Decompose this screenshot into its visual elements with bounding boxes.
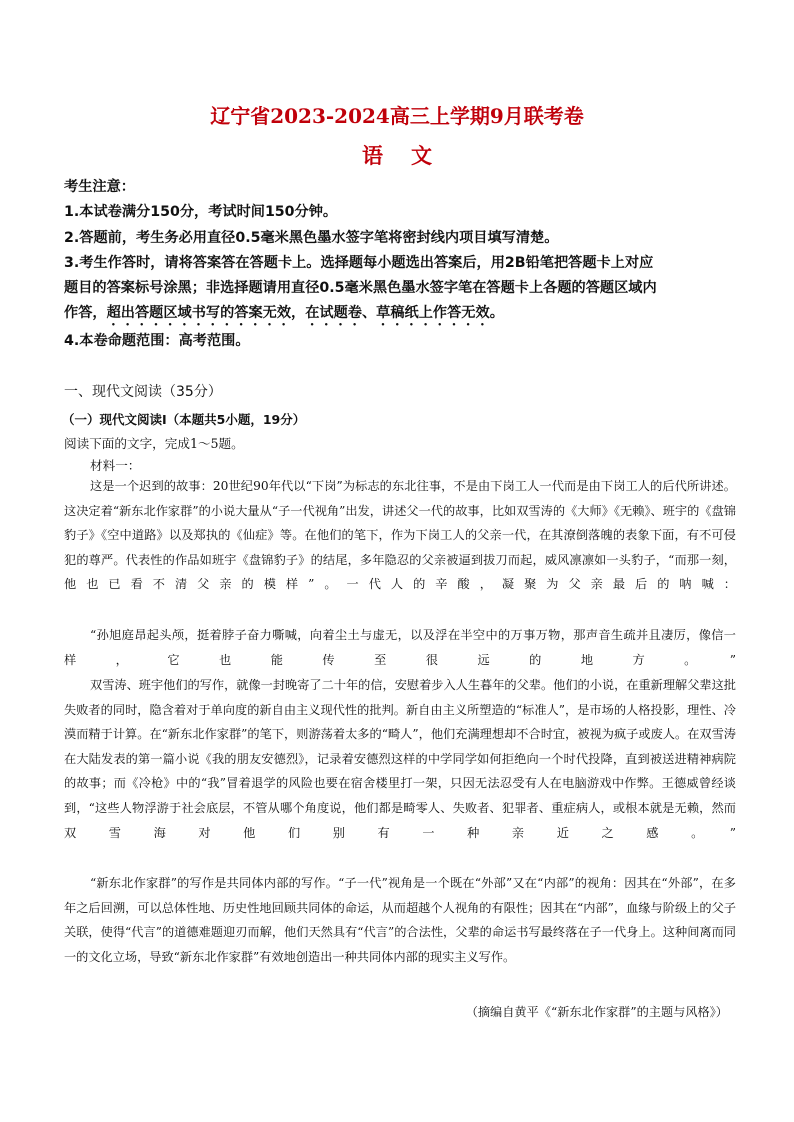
subsection-title: （一）现代文阅读Ⅰ（本题共5小题，19分） (62, 412, 306, 427)
instruction: 阅读下面的文字，完成1～5题。 (64, 436, 244, 451)
paragraph-2-quote: “孙旭庭昂起头颅，挺着脖子奋力嘶喊，向着尘土与虚无，以及浮在半空中的万事万物，那声音生疏并且凄厉，像信一样，它也能传至很远的地方。” (64, 628, 736, 667)
notice-heading: 考生注意： (64, 179, 135, 195)
notice-item-3-line-2: 题目的答案标号涂黑；非选择题请用直径0.5毫米黑色墨水签字笔在答题卡上各题的答题区域内 (64, 280, 657, 296)
emphasized-text: 在试题卷、草稿纸上作答无效 (305, 305, 490, 321)
notice-item-1: 1.本试卷满分150分，考试时间150分钟。 (64, 204, 338, 220)
subject-title: 语文 (362, 143, 460, 168)
source-citation: （摘编自黄平《“新东北作家群”的主题与风格》） (465, 1005, 728, 1019)
section-title: 一、现代文阅读（35分） (64, 384, 222, 400)
notice-item-2: 2.答题前，考生务必用直径0.5毫米黑色墨水签字笔将密封线内项目填写清楚。 (64, 230, 559, 246)
notice-item-3-line-1: 3.考生作答时，请将答案答在答题卡上。选择题每小题选出答案后，用2B铅笔把答题卡上对应 (64, 255, 654, 271)
paragraph-3: 双雪涛、班宇他们的写作，就像一封晚寄了二十年的信，安慰着步入人生暮年的父辈。他们的小说，在重新理解父辈这批失败者的同时，隐含着对于单向度的新自由主义现代性的批判。新自由主义所塑造的“标准人”，是市场的人格投影，理性、冷漠而精于计算。在“新东北作家群”的笔下，则游荡着太多的“畸人”，他们充满理想却不合时宜，被视为疯子或废人。在双雪涛在大陆发表的第一篇小说《我的朋友安德烈》，记录着安德烈这样的中学同学如何拒绝向一个时代投降，直到被送进精神病院的故事；而《冷枪》中的“我”冒着退学的风险也要在宿舍楼里打一架，只因无法忍受有人在电脑游戏中作弊。王德威曾经谈到，“这些人物浮游于社会底层，不管从哪个角度说，他们都是畸零人、失败者、犯罪者、重症病人，或根本就是无赖，然而双雪海对他们别有一种亲近之感。” (64, 678, 736, 840)
material-label: 材料一： (90, 458, 141, 473)
paragraph-1: 这是一个迟到的故事：20世纪90年代以“下岗”为标志的东北往事，不是由下岗工人一代而是由下岗工人的后代所讲述。这决定着“新东北作家群”的小说大量从“子一代视角”出发，讲述父一代的故事，比如双雪涛的《大师》《无赖》、班宇的《盘锦豹子》《空中道路》以及郑执的《仙症》等。在他们的笔下，作为下岗工人的父亲一代，在其潦倒落魄的表象下面，有不可侵犯的尊严。代表性的作品如班宇《盘锦豹子》的结尾，多年隐忍的父亲被逼到拔刀而起，威风凛凛如一头豹子，“而那一刻，他也已看不清父亲的模样”。一代人的辛酸，凝聚为父亲最后的呐喊： (64, 479, 736, 592)
paragraph-4: “新东北作家群”的写作是共同体内部的写作。“子一代”视角是一个既在“外部”又在“内部”的视角：因其在“外部”，在多年之后回溯，可以总体性地、历史性地回顾共同体的命运，从而超越个人视角的有限性；因其在“内部”，血缘与阶级上的父子关联，使得“代言”的道德难题迎刃而解，他们天然具有“代言”的合法性，父辈的命运书写最终落在子一代身上。这种间离而同一的文化立场，导致“新东北作家群”有效地创造出一种共同体内部的现实主义写作。 (64, 876, 736, 964)
exam-title: 辽宁省2023-2024高三上学期9月联考卷 (210, 104, 584, 128)
emphasized-text: 超出答题区域书写的答案无效 (106, 305, 292, 321)
notice-item-3-line-3: 作答，超出答题区域书写的答案无效，在试题卷、草稿纸上作答无效。 (64, 305, 504, 321)
notice-item-4: 4.本卷命题范围：高考范围。 (64, 333, 250, 349)
